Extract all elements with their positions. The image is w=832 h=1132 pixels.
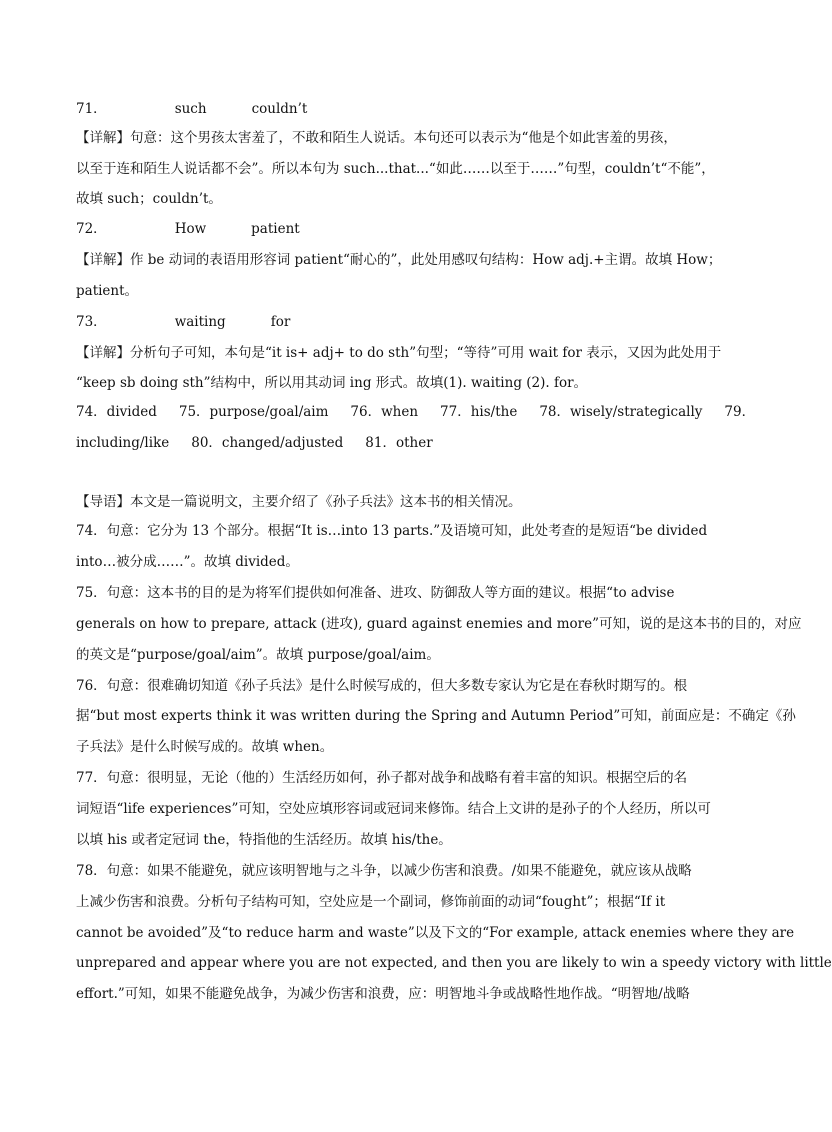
text-line bbox=[76, 159, 724, 179]
answer-item: 75．purpose/goal/aim bbox=[178, 404, 329, 420]
text-line bbox=[76, 312, 724, 332]
line-text: 77．句意：很明显，无论（他的）生活经历如何，孙子都对战争和战略有着丰富的知识。根据空后的名 bbox=[76, 770, 688, 786]
text-line bbox=[76, 583, 724, 603]
line-text: 【详解】句意：这个男孩太害羞了，不敢和陌生人说话。本句还可以表示为“他是个如此害羞的男孩， bbox=[76, 130, 677, 146]
line-text: 以至于连和陌生人说话都不会”。所以本句为 such...that...“如此……以至于……”句型，couldn’t“不能”， bbox=[76, 161, 715, 177]
text-line bbox=[76, 953, 832, 973]
text-line bbox=[76, 521, 724, 541]
line-text: 故填 such；couldn’t。 bbox=[76, 191, 222, 207]
answer-item: 73． bbox=[76, 314, 107, 330]
answer-item: waiting bbox=[174, 314, 226, 330]
text-line bbox=[76, 645, 724, 665]
answer-item: couldn’t bbox=[251, 101, 308, 117]
line-text: 78．句意：如果不能避免，就应该明智地与之斗争，以减少伤害和浪费。/如果不能避免，就应该从战略 bbox=[76, 863, 692, 879]
text-line bbox=[76, 128, 724, 148]
text-line bbox=[76, 219, 724, 239]
text-line bbox=[76, 99, 724, 119]
line-text: 子兵法》是什么时候写成的。故填 when。 bbox=[76, 739, 334, 755]
answer-item: 81．other bbox=[365, 435, 433, 451]
text-line bbox=[76, 343, 724, 363]
line-text: 75．句意：这本书的目的是为将军们提供如何准备、进攻、防御敌人等方面的建议。根据“to advise bbox=[76, 585, 675, 601]
line-text: 76．句意：很难确切知道《孙子兵法》是什么时候写成的，但大多数专家认为它是在春秋时期写的。根 bbox=[76, 678, 688, 694]
answer-item: 77．his/the bbox=[440, 404, 518, 420]
answer-item: 71． bbox=[76, 101, 107, 117]
text-line bbox=[76, 250, 724, 270]
line-text: patient。 bbox=[76, 283, 139, 299]
answer-item: 76．when bbox=[350, 404, 419, 420]
answer-item: 79． bbox=[724, 404, 756, 420]
text-line bbox=[76, 402, 756, 422]
answer-item: 74．divided bbox=[76, 404, 157, 420]
text-line bbox=[76, 189, 724, 209]
text-line bbox=[76, 492, 724, 512]
answer-item: How bbox=[174, 221, 207, 237]
line-text: 词短语“life experiences”可知，空处应填形容词或冠词来修饰。结合上文讲的是孙子的个人经历，所以可 bbox=[76, 801, 711, 817]
line-text: effort.”可知，如果不能避免战争，为减少伤害和浪费，应：明智地斗争或战略性地作战。“明智地/战略 bbox=[76, 986, 690, 1002]
text-line bbox=[76, 552, 724, 572]
line-text: unprepared and appear where you are not expected, and then you are likely to win a speedy victory with little bbox=[76, 955, 832, 971]
text-line bbox=[76, 706, 796, 726]
answer-item: for bbox=[270, 314, 291, 330]
line-text: 74．句意：它分为 13 个部分。根据“It is…into 13 parts.”及语境可知，此处考查的是短语“be divided bbox=[76, 523, 708, 539]
text-line bbox=[76, 433, 724, 453]
line-text: cannot be avoided”及“to reduce harm and waste”以及下文的“For example, attack enemies where they are bbox=[76, 925, 795, 941]
text-line bbox=[76, 830, 724, 850]
text-line bbox=[76, 373, 724, 393]
text-line bbox=[76, 892, 724, 912]
line-text: generals on how to prepare, attack (进攻), guard against enemies and more”可知，说的是这本书的目的，对应 bbox=[76, 616, 802, 632]
line-text: “keep sb doing sth”结构中，所以用其动词 ing 形式。故填(1). waiting (2). for。 bbox=[76, 375, 588, 391]
line-text: 【详解】作 be 动词的表语用形容词 patient“耐心的”，此处用感叹句结构：How adj.+主谓。故填 How； bbox=[76, 252, 722, 268]
text-line bbox=[76, 737, 724, 757]
text-line bbox=[76, 281, 724, 301]
text-line bbox=[76, 676, 724, 696]
answer-item: such bbox=[174, 101, 207, 117]
line-text: into…被分成……”。故填 divided。 bbox=[76, 554, 299, 570]
text-line bbox=[76, 799, 724, 819]
answer-item: including/like bbox=[76, 435, 170, 451]
answer-item: 78．wisely/strategically bbox=[539, 404, 703, 420]
line-text: 【导语】本文是一篇说明文，主要介绍了《孙子兵法》这本书的相关情况。 bbox=[76, 494, 522, 510]
text-line bbox=[76, 614, 802, 634]
answer-item: 72． bbox=[76, 221, 107, 237]
answer-item: 80．changed/adjusted bbox=[191, 435, 344, 451]
line-text: 上减少伤害和浪费。分析句子结构可知，空处应是一个副词，修饰前面的动词“fought”；根据“If it bbox=[76, 894, 666, 910]
text-line bbox=[76, 923, 795, 943]
line-text: 【详解】分析句子可知，本句是“it is+ adj+ to do sth”句型；“等待”可用 wait for 表示，又因为此处用于 bbox=[76, 345, 722, 361]
line-text: 的英文是“purpose/goal/aim”。故填 purpose/goal/aim。 bbox=[76, 647, 440, 663]
answer-item: patient bbox=[251, 221, 300, 237]
line-text: 据“but most experts think it was written during the Spring and Autumn Period”可知，前面应是：不确定《孙 bbox=[76, 708, 796, 724]
text-line bbox=[76, 984, 724, 1004]
text-line bbox=[76, 861, 724, 881]
line-text: 以填 his 或者定冠词 the，特指他的生活经历。故填 his/the。 bbox=[76, 832, 452, 848]
text-line bbox=[76, 768, 724, 788]
